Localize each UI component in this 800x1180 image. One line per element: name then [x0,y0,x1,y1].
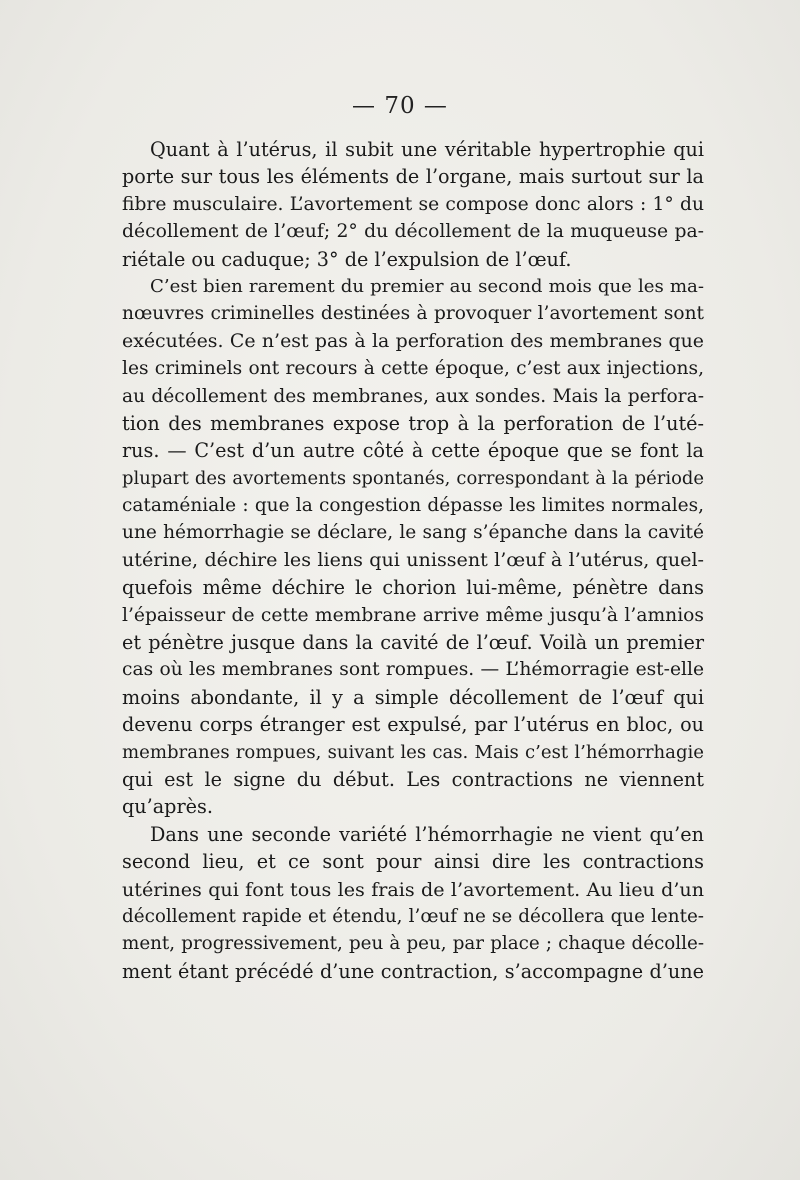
text-line: nœuvres criminelles destinées à provoquer l’avortement sont [122,303,704,325]
text-line: Dans une seconde variété l’hémorrhagie ne vient qu’en [150,822,704,846]
text-line: cataméniale : que la congestion dépasse les limites normales, [122,495,704,517]
text-line: C’est bien rarement du premier au second mois que les ma- [150,275,704,297]
text-line: fibre musculaire. L’avortement se compose donc alors : 1° du [122,193,704,215]
text-line: riétale ou caduque; 3° de l’expulsion de l’œuf. [122,247,572,271]
text-line: porte sur tous les éléments de l’organe, mais surtout sur la [122,165,704,189]
text-line: plupart des avortements spontanés, correspondant à la période [122,467,704,489]
text-line: et pénètre jusque dans la cavité de l’œuf. Voilà un premier [122,631,704,655]
text-line: second lieu, et ce sont pour ainsi dire les contractions [122,850,704,874]
text-line: une hémorrhagie se déclare, le sang s’épanche dans la cavité [122,522,704,544]
text-line: décollement rapide et étendu, l’œuf ne se décollera que lente- [122,905,704,927]
text-line: membranes rompues, suivant les cas. Mais c’est l’hémorrhagie [122,741,704,763]
text-line: au décollement des membranes, aux sondes. Mais la perfora- [122,385,704,407]
text-line: moins abondante, il y a simple décollement de l’œuf qui [122,685,704,709]
text-line: qu’après. [122,795,213,819]
text-line: Quant à l’utérus, il subit une véritable hypertrophie qui [150,138,704,161]
text-line: devenu corps étranger est expulsé, par l’utérus en bloc, ou [122,713,704,737]
body-text [122,136,704,985]
text-line: tion des membranes expose trop à la perforation de l’uté- [122,411,704,435]
text-line: utérine, déchire les liens qui unissent l’œuf à l’utérus, quel- [122,548,704,571]
text-line: rus. — C’est d’un autre côté à cette époque que se font la [122,439,704,463]
text-line: utérines qui font tous les frais de l’avortement. Au lieu d’un [122,877,704,901]
page-number: — 70 — [352,93,448,119]
text-line: quefois même déchire le chorion lui-même, pénètre dans [122,576,704,600]
text-line: décollement de l’œuf; 2° du décollement de la muqueuse pa- [122,221,704,243]
text-line: qui est le signe du début. Les contractions ne viennent [122,767,704,791]
text-line: ment, progressivement, peu à peu, par place ; chaque décolle- [122,933,704,955]
text-line: les criminels ont recours à cette époque, c’est aux injections, [122,358,704,380]
text-line: l’épaisseur de cette membrane arrive même jusqu’à l’amnios [122,604,704,626]
text-line: ment étant précédé d’une contraction, s’accompagne d’une [122,959,704,983]
text-line: cas où les membranes sont rompues. — L’hémorragie est-elle [122,659,704,681]
text-line: exécutées. Ce n’est pas à la perforation des membranes que [122,329,704,352]
